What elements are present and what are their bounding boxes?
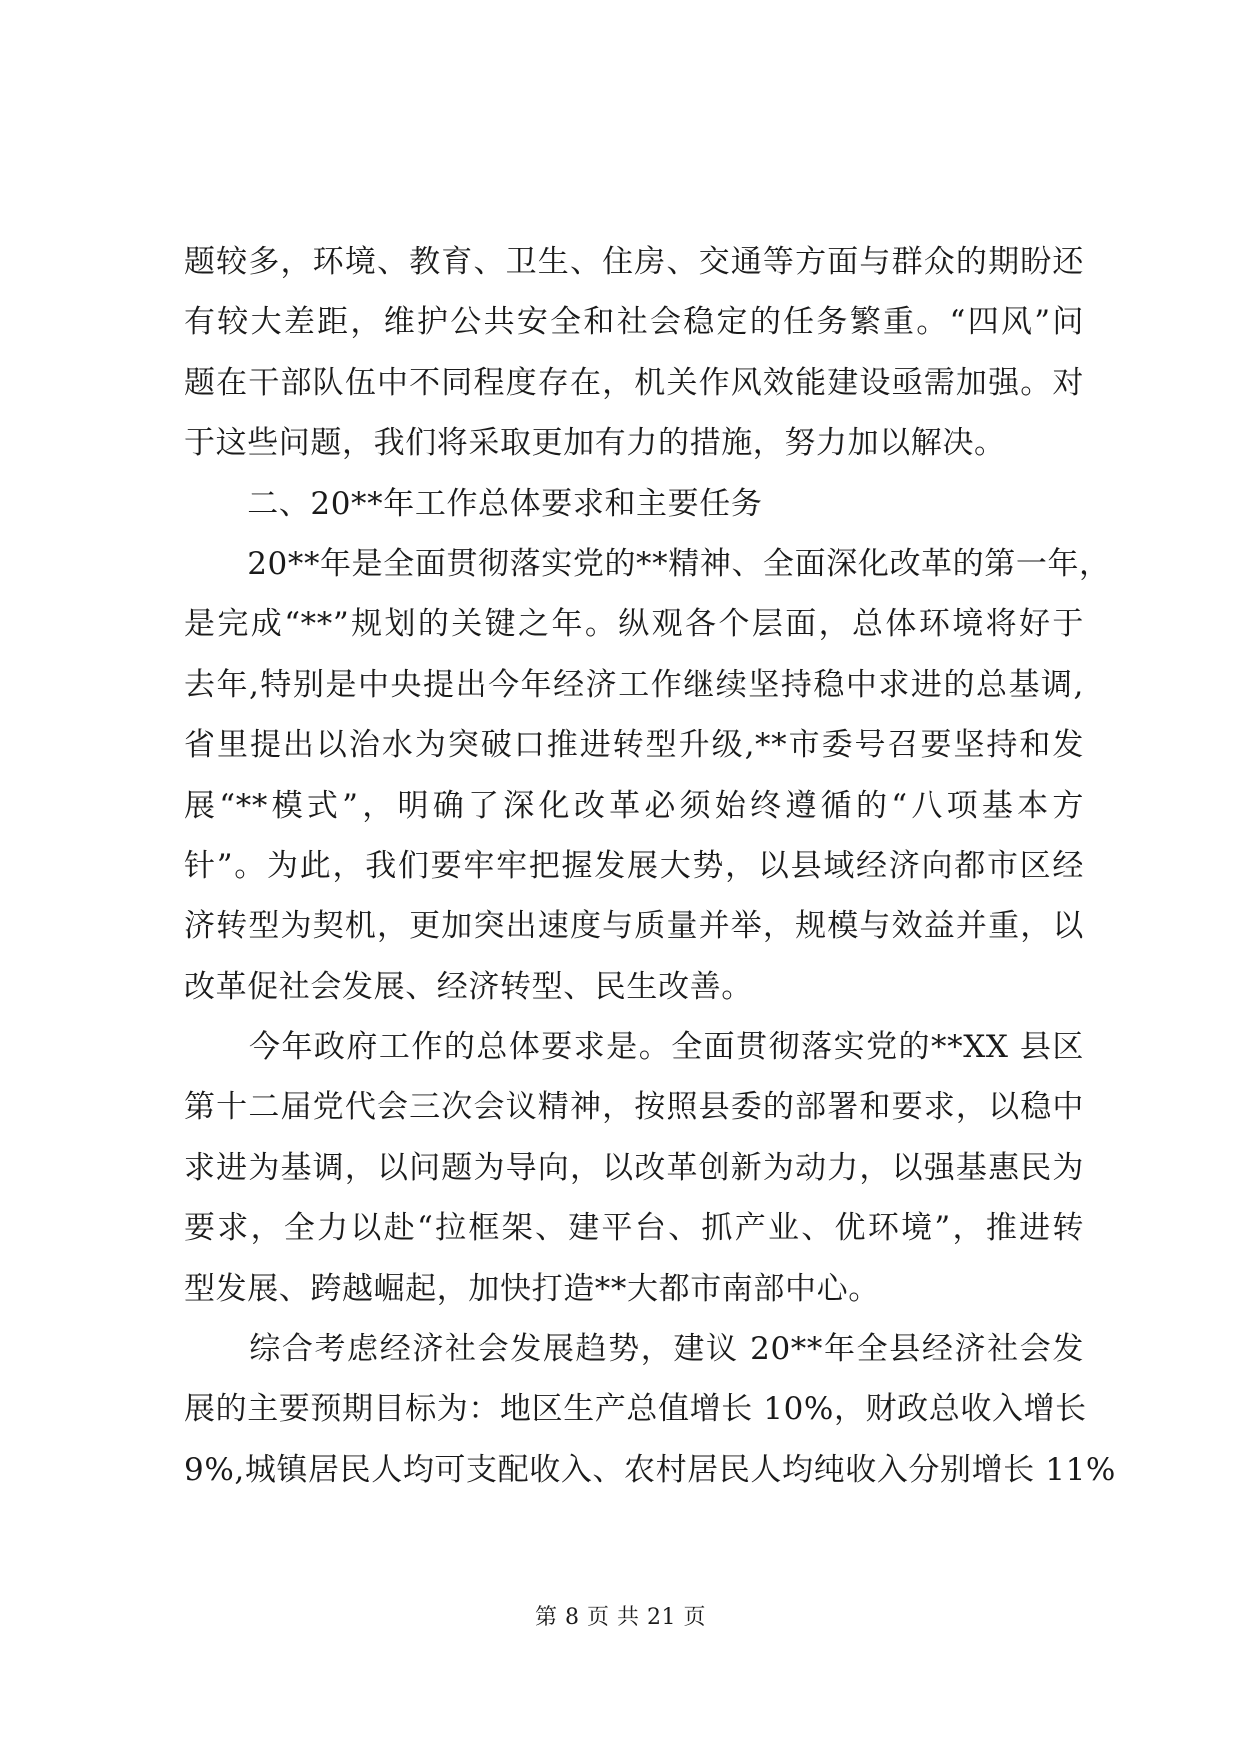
text-line: 20**年是全面贯彻落实党的**精神、全面深化改革的第一年， bbox=[184, 545, 1111, 582]
text-line: 要求，全力以赴“拉框架、建平台、抓产业、优环境”，推进转 bbox=[184, 1210, 1084, 1247]
section-heading: 二、20**年工作总体要求和主要任务 bbox=[184, 485, 763, 522]
text-line: 改革促社会发展、经济转型、民生改善。 bbox=[184, 968, 753, 1005]
text-line: 题在干部队伍中不同程度存在，机关作风效能建设亟需加强。对 bbox=[184, 364, 1084, 401]
text-line: 于这些问题，我们将采取更加有力的措施，努力加以解决。 bbox=[184, 425, 1006, 462]
text-line: 有较大差距，维护公共安全和社会稳定的任务繁重。“四风”问 bbox=[184, 304, 1084, 341]
text-line: 第十二届党代会三次会议精神，按照县委的部署和要求，以稳中 bbox=[184, 1089, 1084, 1126]
text-line: 展的主要预期目标为：地区生产总值增长 10%，财政总收入增长 bbox=[184, 1391, 1087, 1428]
text-line: 今年政府工作的总体要求是。全面贯彻落实党的**XX 县区 bbox=[184, 1029, 1084, 1066]
text-line: 型发展、跨越崛起，加快打造**大都市南部中心。 bbox=[184, 1270, 880, 1307]
text-line: 求进为基调，以问题为导向，以改革创新为动力，以强基惠民为 bbox=[184, 1149, 1084, 1186]
text-line: 综合考虑经济社会发展趋势，建议 20**年全县经济社会发 bbox=[184, 1331, 1084, 1368]
text-line: 是完成“**”规划的关键之年。纵观各个层面，总体环境将好于 bbox=[184, 606, 1084, 643]
text-line: 去年,特别是中央提出今年经济工作继续坚持稳中求进的总基调, bbox=[184, 666, 1084, 703]
text-line: 省里提出以治水为突破口推进转型升级,**市委号召要坚持和发 bbox=[184, 727, 1084, 764]
body-text bbox=[184, 232, 1116, 1500]
page-footer: 第 8 页 共 21 页 bbox=[535, 1605, 706, 1630]
text-line: 题较多，环境、教育、卫生、住房、交通等方面与群众的期盼还 bbox=[184, 244, 1084, 280]
text-line: 针”。为此，我们要牢牢把握发展大势，以县域经济向都市区经 bbox=[184, 847, 1084, 884]
text-line: 展“**模式”，明确了深化改革必须始终遵循的“八项基本方 bbox=[184, 787, 1084, 824]
text-line: 济转型为契机，更加突出速度与质量并举，规模与效益并重，以 bbox=[184, 908, 1084, 945]
text-line: 9%,城镇居民人均可支配收入、农村居民人均纯收入分别增长 11% bbox=[184, 1451, 1116, 1488]
